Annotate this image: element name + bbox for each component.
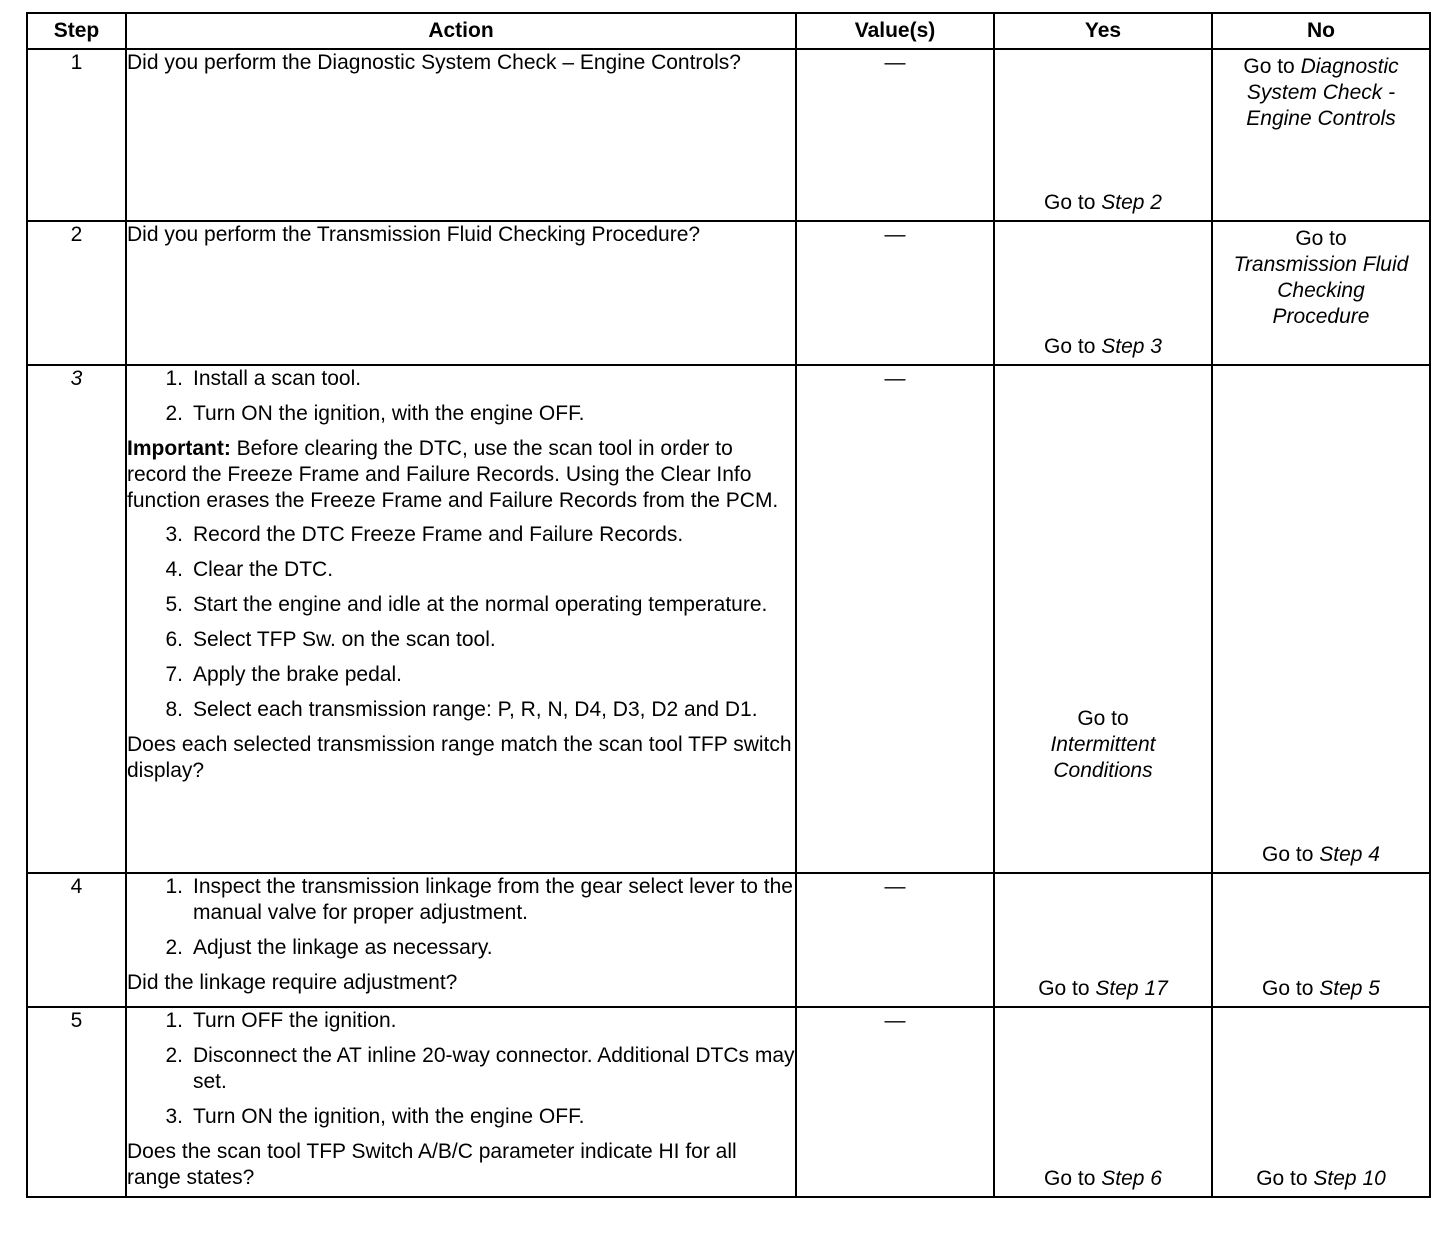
step-number: 4 (27, 873, 126, 1007)
no-link[interactable]: Step 4 (1319, 843, 1380, 866)
table-row (27, 365, 1430, 873)
item-text: Select TFP Sw. on the scan tool. (193, 628, 496, 651)
list-item (127, 592, 795, 618)
table-row (27, 1007, 1430, 1197)
step-number: 1 (27, 49, 126, 221)
item-number: 3. (165, 523, 183, 546)
action-cell (126, 873, 796, 1007)
list-item (127, 557, 795, 583)
list-item (127, 697, 795, 723)
no-link[interactable]: Step 5 (1319, 977, 1380, 1000)
yes-link[interactable]: Step 3 (1101, 335, 1162, 358)
list-item (127, 366, 795, 392)
item-text: Install a scan tool. (193, 367, 362, 390)
item-number: 5. (165, 593, 183, 616)
question-text: Does the scan tool TFP Switch A/B/C parameter indicate HI for all range states? (127, 1140, 737, 1189)
goto-label: Go to (1243, 55, 1295, 78)
value-cell: — (796, 873, 994, 1007)
action-cell (126, 365, 796, 873)
no-cell (1212, 1007, 1430, 1197)
no-cell (1212, 365, 1430, 873)
goto-label: Go to (1256, 1167, 1308, 1190)
yes-cell (994, 221, 1212, 365)
item-number: 2. (165, 936, 183, 959)
important-text: Before clearing the DTC, use the scan tool in order to record the Freeze Frame and Failure Records. Using the Clear Info function erases the Freeze Frame and Failure Records from the PCM. (127, 437, 779, 512)
yes-link[interactable]: Step 17 (1095, 977, 1168, 1000)
item-text: Apply the brake pedal. (193, 663, 402, 686)
goto-label: Go to (1262, 977, 1314, 1000)
no-link[interactable]: Transmission Fluid Checking Procedure (1233, 253, 1409, 328)
item-text: Start the engine and idle at the normal operating temperature. (193, 593, 768, 616)
list-item (127, 522, 795, 548)
instruction-list (127, 1008, 795, 1130)
value-cell: — (796, 221, 994, 365)
question-text: Did the linkage require adjustment? (127, 971, 458, 994)
question-text: Does each selected transmission range match the scan tool TFP switch display? (127, 733, 792, 782)
instruction-list (127, 522, 795, 723)
step-number: 3 (27, 365, 126, 873)
question-text: Did you perform the Transmission Fluid Checking Procedure? (127, 223, 701, 246)
item-text: Record the DTC Freeze Frame and Failure Records. (193, 523, 684, 546)
list-item (127, 401, 795, 427)
goto-label: Go to (1077, 707, 1129, 730)
yes-cell (994, 1007, 1212, 1197)
item-number: 3. (165, 1105, 183, 1128)
list-item (127, 935, 795, 961)
list-item (127, 662, 795, 688)
no-link[interactable]: Diagnostic System Check - Engine Controls (1246, 55, 1399, 130)
item-text: Clear the DTC. (193, 558, 334, 581)
table-row (27, 221, 1430, 365)
goto-label: Go to (1262, 843, 1314, 866)
list-item (127, 1008, 795, 1034)
value-cell: — (796, 49, 994, 221)
goto-label: Go to (1295, 227, 1347, 250)
action-cell (126, 221, 796, 365)
item-number: 1. (165, 875, 183, 898)
step-number: 5 (27, 1007, 126, 1197)
item-number: 4. (165, 558, 183, 581)
item-number: 1. (165, 1009, 183, 1032)
no-cell (1212, 873, 1430, 1007)
yes-cell (994, 365, 1212, 873)
item-number: 8. (165, 698, 183, 721)
item-number: 6. (165, 628, 183, 651)
step-number: 2 (27, 221, 126, 365)
important-note (127, 436, 795, 514)
diagnostic-table (26, 12, 1431, 1198)
header-no: No (1212, 13, 1430, 49)
item-text: Select each transmission range: P, R, N, D4, D3, D2 and D1. (193, 698, 758, 721)
question-text: Did you perform the Diagnostic System Check – Engine Controls? (127, 51, 741, 74)
item-number: 7. (165, 663, 183, 686)
yes-link[interactable]: Intermittent Conditions (1050, 733, 1156, 782)
action-cell (126, 49, 796, 221)
header-yes: Yes (994, 13, 1212, 49)
item-text: Turn OFF the ignition. (193, 1009, 397, 1032)
value-cell: — (796, 1007, 994, 1197)
action-cell (126, 1007, 796, 1197)
no-cell (1212, 49, 1430, 221)
yes-link[interactable]: Step 2 (1101, 191, 1162, 214)
goto-label: Go to (1044, 191, 1096, 214)
table-row (27, 49, 1430, 221)
item-number: 2. (165, 402, 183, 425)
instruction-list (127, 366, 795, 427)
no-link[interactable]: Step 10 (1313, 1167, 1386, 1190)
header-values: Value(s) (796, 13, 994, 49)
item-text: Inspect the transmission linkage from the gear select lever to the manual valve for proper adjustment. (193, 875, 793, 924)
list-item (127, 627, 795, 653)
yes-cell (994, 49, 1212, 221)
no-cell (1212, 221, 1430, 365)
table-row (27, 873, 1430, 1007)
yes-cell (994, 873, 1212, 1007)
item-text: Adjust the linkage as necessary. (193, 936, 493, 959)
list-item (127, 874, 795, 926)
header-action: Action (126, 13, 796, 49)
instruction-list (127, 874, 795, 961)
item-number: 2. (165, 1044, 183, 1067)
yes-link[interactable]: Step 6 (1101, 1167, 1162, 1190)
item-number: 1. (165, 367, 183, 390)
goto-label: Go to (1044, 335, 1096, 358)
list-item (127, 1104, 795, 1130)
goto-label: Go to (1044, 1167, 1096, 1190)
item-text: Disconnect the AT inline 20-way connector. Additional DTCs may set. (193, 1044, 795, 1093)
header-step: Step (27, 13, 126, 49)
goto-label: Go to (1038, 977, 1090, 1000)
list-item (127, 1043, 795, 1095)
important-label: Important: (127, 437, 231, 460)
item-text: Turn ON the ignition, with the engine OFF. (193, 402, 585, 425)
value-cell: — (796, 365, 994, 873)
header-row (27, 13, 1430, 49)
item-text: Turn ON the ignition, with the engine OFF. (193, 1105, 585, 1128)
